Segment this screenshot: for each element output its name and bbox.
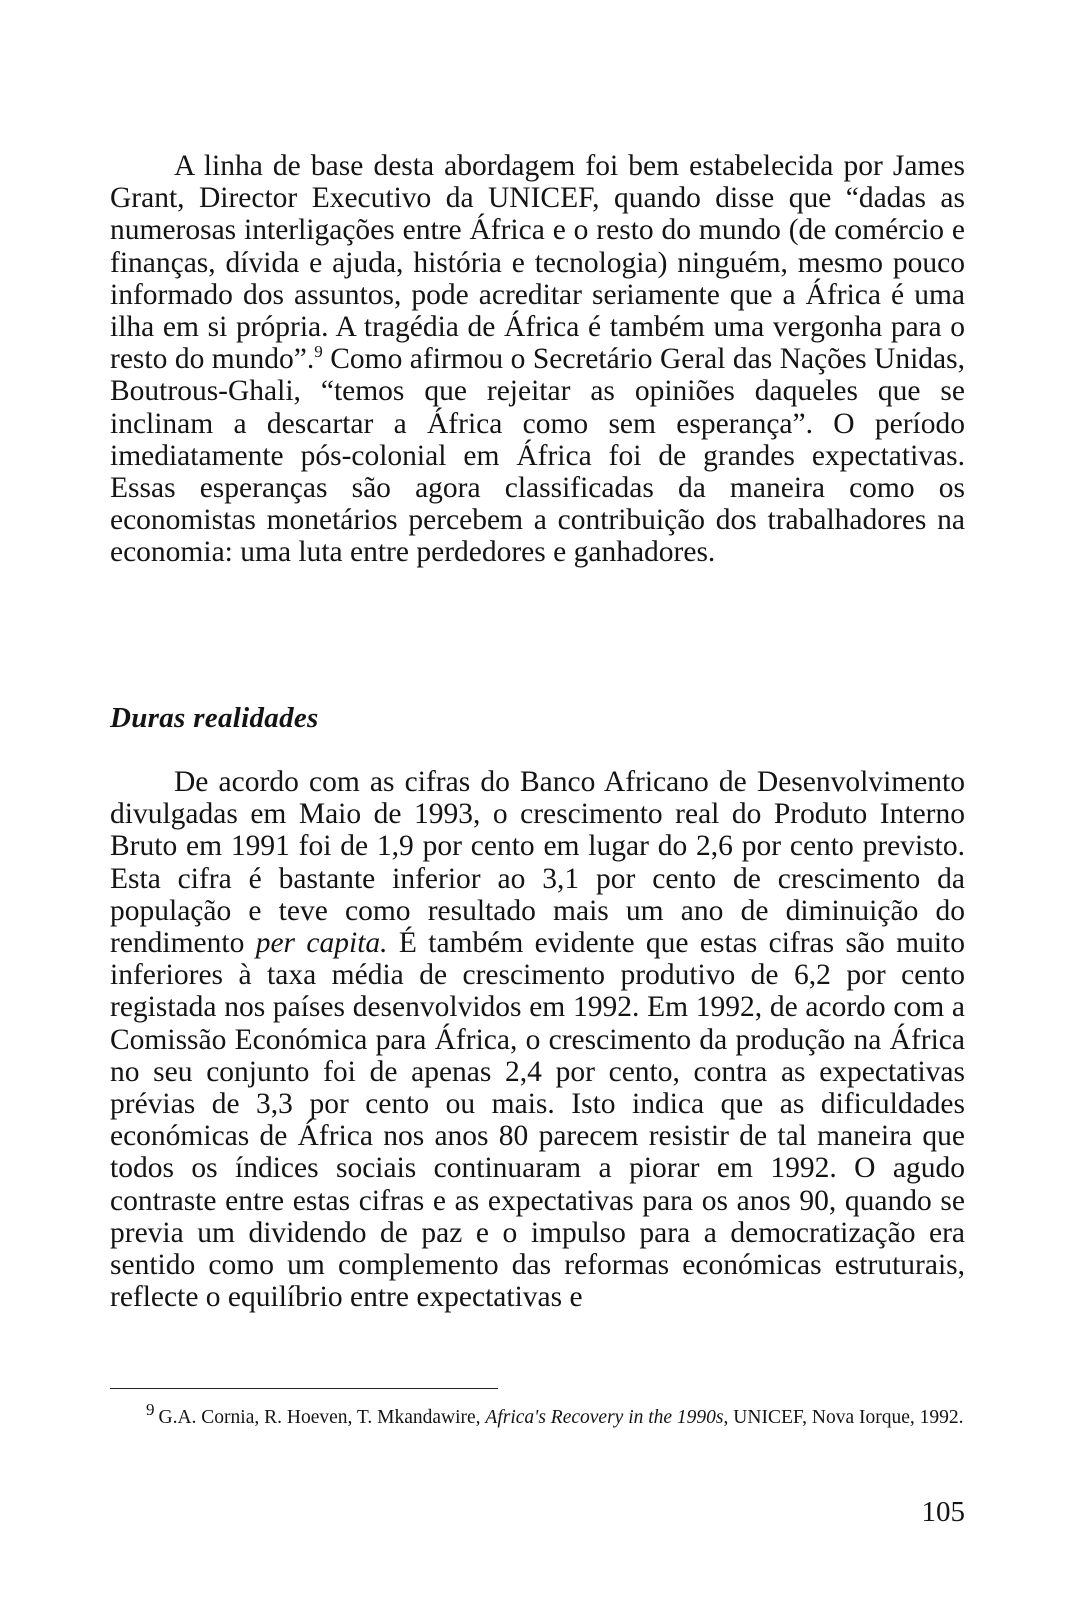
footnote-text-a: G.A. Cornia, R. Hoeven, T. Mkandawire,: [158, 1407, 486, 1428]
paragraph-2-text-b: É também evidente que estas cifras são muito inferiores à taxa média de crescimento produtivo de 6,2 por cento registada nos países desenvolvidos em 1992. Em 1992, de acordo com a Comissão Económica para África, o crescimento da produção na África no seu conjunto foi de apenas 2,4 por cento, contra as expectativas prévias de 3,3 por cento ou mais. Isto indica que as dificuldades económicas de África nos anos 80 parecem resistir de tal maneira que todos os índices sociais continuaram a piorar em 1992. O agudo contraste entre estas cifras e as expectativas para os anos 90, quando se previa um dividendo de paz e o impulso para a democratização era sentido como um complemento das reformas económicas estruturais, reflecte o equilíbrio entre expectativas e: [110, 927, 965, 1314]
paragraph-2-italic-term: per capita.: [255, 927, 388, 960]
footnote-text-b: , UNICEF, Nova Iorque, 1992.: [723, 1407, 964, 1428]
footnote-book-title: Africa's Recovery in the 1990s: [485, 1407, 724, 1428]
body-paragraph-2: [110, 766, 965, 1313]
footnote-divider: [110, 1388, 498, 1389]
footnote: [110, 1400, 965, 1430]
page-number: 105: [921, 1496, 965, 1528]
paragraph-1-text-a: A linha de base desta abordagem foi bem estabelecida por James Grant, Director Executivo da UNICEF, quando disse que “dadas as numerosas interligações entre África e o resto do mundo (de comércio e finanças, dívida e ajuda, história e tecnologia) ninguém, mesmo pouco informado dos assuntos, pode acreditar seriamente que a África é uma ilha em si própria. A tragédia de África é também uma vergonha para o resto do mundo”.: [110, 150, 965, 376]
paragraph-2-text-a: De acordo com as cifras do Banco Africano de Desenvolvimento divulgadas em Maio de 1993, o crescimento real do Produto Interno Bruto em 1991 foi de 1,9 por cento em lugar do 2,6 por cento previsto. Esta cifra é bastante inferior ao 3,1 por cento de crescimento da população e teve como resultado mais um ano de diminuição do rendimento: [110, 766, 965, 960]
section-heading: Duras realidades: [110, 702, 319, 734]
footnote-reference[interactable]: 9: [314, 342, 323, 362]
paragraph-1-text-b: Como afirmou o Secretário Geral das Nações Unidas, Boutrous-Ghali, “temos que rejeitar as opiniões daqueles que se inclinam a descartar a África como sem esperança”. O período imediatamente pós-colonial em África foi de grandes expectativas. Essas esperanças são agora classificadas da maneira como os economistas monetários percebem a contribuição dos trabalhadores na economia: uma luta entre perdedores e ganhadores.: [110, 343, 965, 569]
footnote-number: 9: [146, 1400, 155, 1419]
body-paragraph-1: [110, 150, 965, 569]
